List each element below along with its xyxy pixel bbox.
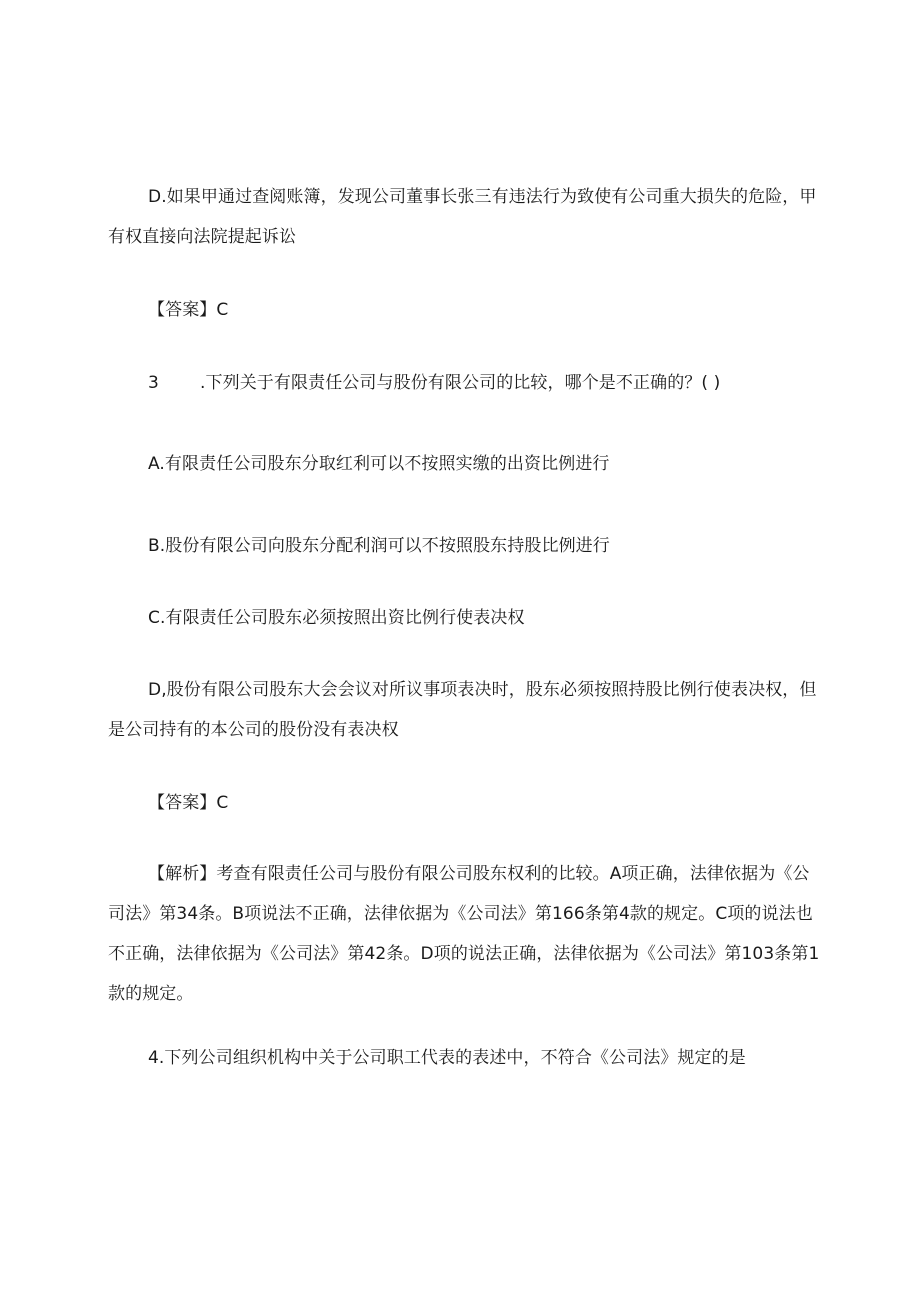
- q3-option-a: A.有限责任公司股东分取红利可以不按照实缴的出资比例进行: [148, 454, 610, 474]
- q3-option-d: D,股份有限公司股东大会会议对所议事项表决时，股东必须按照持股比例行使表决权，但是公司持有的本公司的股份没有表决权: [108, 680, 817, 740]
- q3-answer: 【答案】C: [148, 793, 229, 813]
- q3-option-c: C.有限责任公司股东必须按照出资比例行使表决权: [148, 608, 525, 628]
- q3-question-line: [108, 363, 823, 403]
- q4-question: 4.下列公司组织机构中关于公司职工代表的表述中，不符合《公司法》规定的是: [148, 1048, 746, 1068]
- q2-option-d: D.如果甲通过查阅账簿，发现公司董事长张三有违法行为致使有公司重大损失的危险，甲有权直接向法院提起诉讼: [108, 187, 817, 247]
- q3-analysis: 【解析】考查有限责任公司与股份有限公司股东权利的比较。A项正确，法律依据为《公司法》第34条。B项说法不正确，法律依据为《公司法》第166条第4款的规定。C项的说法也不正确，法律依据为《公司法》第42条。D项的说法正确，法律依据为《公司法》第103条第1款的规定。: [108, 864, 820, 1004]
- q2-answer: 【答案】C: [148, 300, 229, 320]
- q3-option-b: B.股份有限公司向股东分配利润可以不按照股东持股比例进行: [148, 536, 610, 556]
- q3-number: 3: [148, 373, 159, 393]
- q3-question: .下列关于有限责任公司与股份有限公司的比较，哪个是不正确的？( ): [200, 373, 721, 393]
